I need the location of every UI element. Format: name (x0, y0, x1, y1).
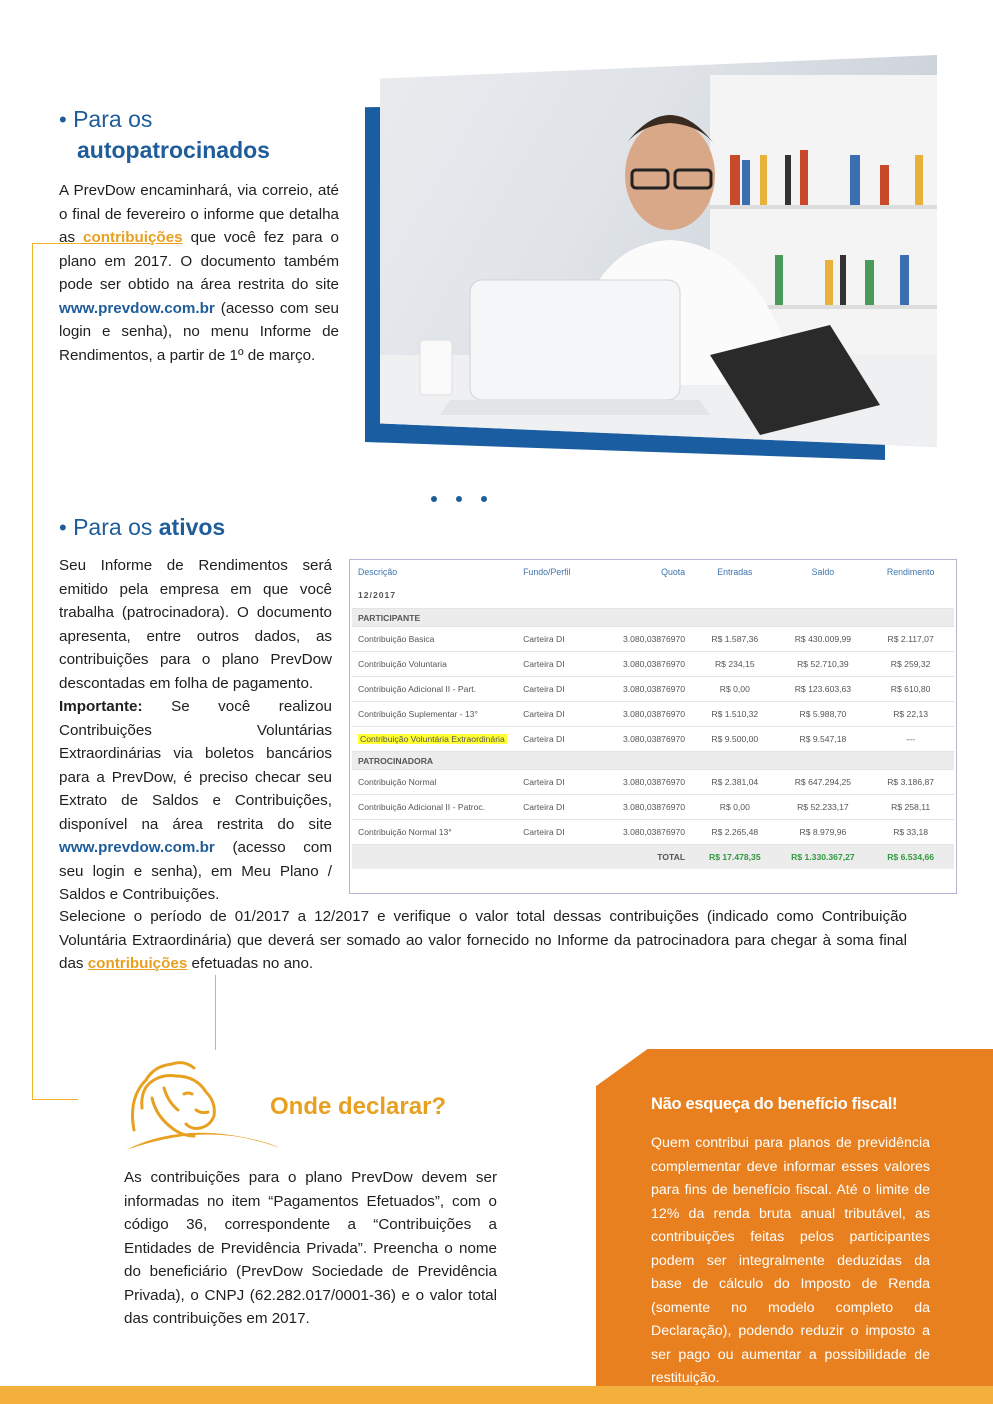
table-header-row (352, 562, 954, 582)
bullet-icon: • (59, 107, 67, 132)
extrato-table (349, 559, 957, 894)
cell: Carteira DI (517, 820, 601, 845)
cell: 3.080,03876970 (601, 727, 691, 752)
cell: Contribuição Suplementar - 13° (352, 702, 517, 727)
ativos-text (59, 554, 332, 907)
title-bold: autopatrocinados (77, 137, 270, 163)
cell: Carteira DI (517, 702, 601, 727)
cell: 3.080,03876970 (601, 702, 691, 727)
cell: Contribuição Adicional II - Patroc. (352, 795, 517, 820)
cell (517, 845, 601, 870)
cell: R$ 234,15 (691, 652, 778, 677)
col-rendimento: Rendimento (886, 567, 935, 577)
section-title (59, 104, 339, 135)
cell: R$ 258,11 (867, 795, 954, 820)
section-label: PATROCINADORA (352, 752, 954, 770)
man-with-laptop-photo (380, 55, 937, 447)
title-bold: ativos (158, 514, 226, 540)
table-row (352, 652, 954, 677)
title-line1: Para os (73, 106, 153, 132)
autopatrocinados-text (59, 179, 339, 367)
period-label: 12/2017 (358, 590, 397, 600)
decor-line (32, 1099, 78, 1100)
text-part: Se você realizou Contribuições Voluntárias Extraordinárias via boletos bancários para a PrevDow, é preciso checar seu Extrato de Saldos e Contribuições, disponível na área restrita do site (59, 698, 332, 833)
highlighted-label: Contribuição Voluntária Extraordinária (360, 734, 505, 744)
col-quota: Quota (661, 567, 686, 577)
cell: Carteira DI (517, 677, 601, 702)
contribuicoes-link[interactable]: contribuições (87, 955, 188, 972)
decor-line (32, 243, 33, 1099)
cell: Carteira DI (517, 627, 601, 652)
cell: Contribuição Basica (352, 627, 517, 652)
cell: --- (867, 727, 954, 752)
cell: R$ 22,13 (867, 702, 954, 727)
photo-illustration (380, 55, 937, 447)
dot-icon (481, 496, 487, 502)
cell: Carteira DI (517, 795, 601, 820)
cell: 3.080,03876970 (601, 820, 691, 845)
total-label: TOTAL (601, 845, 691, 870)
cell: 3.080,03876970 (601, 627, 691, 652)
bullet-icon: • (59, 515, 67, 540)
text-part: que você fez para o plano em 2017. O documento também pode ser obtido na área restrita do site (59, 229, 339, 293)
cell: R$ 430.009,99 (779, 627, 868, 652)
cell: Contribuição Normal (352, 770, 517, 795)
cell: R$ 1.510,32 (691, 702, 778, 727)
col-descricao: Descrição (358, 567, 398, 577)
cell: R$ 2.265,48 (691, 820, 778, 845)
table-row (352, 627, 954, 652)
section-autopatrocinados (59, 104, 339, 367)
cell: R$ 52.710,39 (779, 652, 868, 677)
text-part: efetuadas no ano. (187, 955, 314, 972)
bottom-bar (0, 1386, 993, 1404)
cell: Carteira DI (517, 652, 601, 677)
cell (352, 727, 517, 752)
total-saldo: R$ 1.330.367,27 (779, 845, 868, 870)
text-part: Seu Informe de Rendimentos será emitido pela empresa em que você trabalha (patrocinadora). O documento apresenta, entre outros dados, as contribuições para o plano PrevDow descontadas em folha de pagamento. (59, 557, 332, 692)
site-link[interactable]: www.prevdow.com.br (59, 839, 215, 856)
cell: Contribuição Voluntaria (352, 652, 517, 677)
cell: R$ 123.603,63 (779, 677, 868, 702)
table-row (352, 677, 954, 702)
onde-declarar-title: Onde declarar? (270, 1093, 447, 1120)
col-entradas: Entradas (717, 567, 753, 577)
table-row-highlighted (352, 727, 954, 752)
cell: R$ 0,00 (691, 795, 778, 820)
text-part: Selecione o período de 01/2017 a 12/2017 e verifique o valor total dessas contribuições (indicado como Contribuição Voluntária Extraordinária) que deverá ser somado ao valor fornecido no Informe da patrocinadora para chegar à soma final das (59, 908, 907, 972)
dot-icon (456, 496, 462, 502)
cell: R$ 2.117,07 (867, 627, 954, 652)
beneficio-text: Quem contribui para planos de previdência complementar deve informar esses valores para fins de benefício fiscal. Até o limite de 12% da renda bruta anual tributável, as contribuições feitas pelos participantes podem ser integralmente deduzidas da base de cálculo do Imposto de Renda (somente no modelo completo da Declaração), podendo reduzir o imposto a ser pago ou aumentar a possibilidade de restituição. (651, 1135, 930, 1386)
cell: R$ 3.186,87 (867, 770, 954, 795)
cell: R$ 9.500,00 (691, 727, 778, 752)
lion-logo-icon (124, 1058, 284, 1158)
cell: R$ 8.979,96 (779, 820, 868, 845)
table-row (352, 820, 954, 845)
beneficio-title: Não esqueça do benefício fiscal! (651, 1095, 898, 1113)
total-rendimento: R$ 6.534,66 (867, 845, 954, 870)
section-label: PARTICIPANTE (352, 609, 954, 627)
period-row (352, 582, 954, 609)
decor-line (215, 975, 216, 1050)
cell (352, 845, 517, 870)
cell: Contribuição Adicional II - Part. (352, 677, 517, 702)
cell: 3.080,03876970 (601, 795, 691, 820)
cell: Carteira DI (517, 770, 601, 795)
table-row (352, 702, 954, 727)
text-part: A PrevDow encaminhará, via correio, até o final de fevereiro o informe que detalha as (59, 182, 339, 246)
lion-svg (124, 1058, 284, 1158)
important-label: Importante: (59, 698, 143, 715)
total-row (352, 845, 954, 870)
cell: R$ 33,18 (867, 820, 954, 845)
title-line2 (59, 135, 339, 165)
total-entradas: R$ 17.478,35 (691, 845, 778, 870)
section-row (352, 752, 954, 770)
dot-icon (431, 496, 437, 502)
table-row (352, 795, 954, 820)
cell: R$ 5.988,70 (779, 702, 868, 727)
cell: Carteira DI (517, 727, 601, 752)
cell: 3.080,03876970 (601, 770, 691, 795)
table-row (352, 770, 954, 795)
cell: R$ 647.294,25 (779, 770, 868, 795)
cell: R$ 0,00 (691, 677, 778, 702)
title-prefix: Para os (73, 514, 159, 540)
cell: R$ 610,80 (867, 677, 954, 702)
cell: 3.080,03876970 (601, 677, 691, 702)
contribuicoes-link[interactable]: contribuições (83, 229, 183, 246)
cell: R$ 2.381,04 (691, 770, 778, 795)
onde-declarar-text: As contribuições para o plano PrevDow devem ser informadas no item “Pagamentos Efetuados”, com o código 36, correspondente a “Contribuições a Entidades de Previdência Privada”. Preencha o nome do beneficiário (PrevDow Sociedade de Previdência Privada), o CNPJ (62.282.017/0001-36) e o valor total das contribuições em 2017. (124, 1169, 497, 1327)
cell: Contribuição Normal 13° (352, 820, 517, 845)
site-link[interactable]: www.prevdow.com.br (59, 299, 215, 317)
col-fundo: Fundo/Perfil (523, 567, 571, 577)
section-row (352, 609, 954, 627)
cell: R$ 1.587,36 (691, 627, 778, 652)
divider-dots (431, 489, 506, 507)
cell: R$ 9.547,18 (779, 727, 868, 752)
cell: R$ 52.233,17 (779, 795, 868, 820)
text-part: (acesso com seu login e senha), em Meu Plano / Saldos e Contribuições. (59, 839, 332, 903)
ativos-wide-text (59, 905, 907, 976)
text-part: (acesso com seu login e senha), no menu Informe de Rendimentos, a partir de 1º de março. (59, 299, 339, 364)
section-ativos-title (59, 512, 225, 543)
cell: R$ 259,32 (867, 652, 954, 677)
cell: 3.080,03876970 (601, 652, 691, 677)
col-saldo: Saldo (811, 567, 835, 577)
